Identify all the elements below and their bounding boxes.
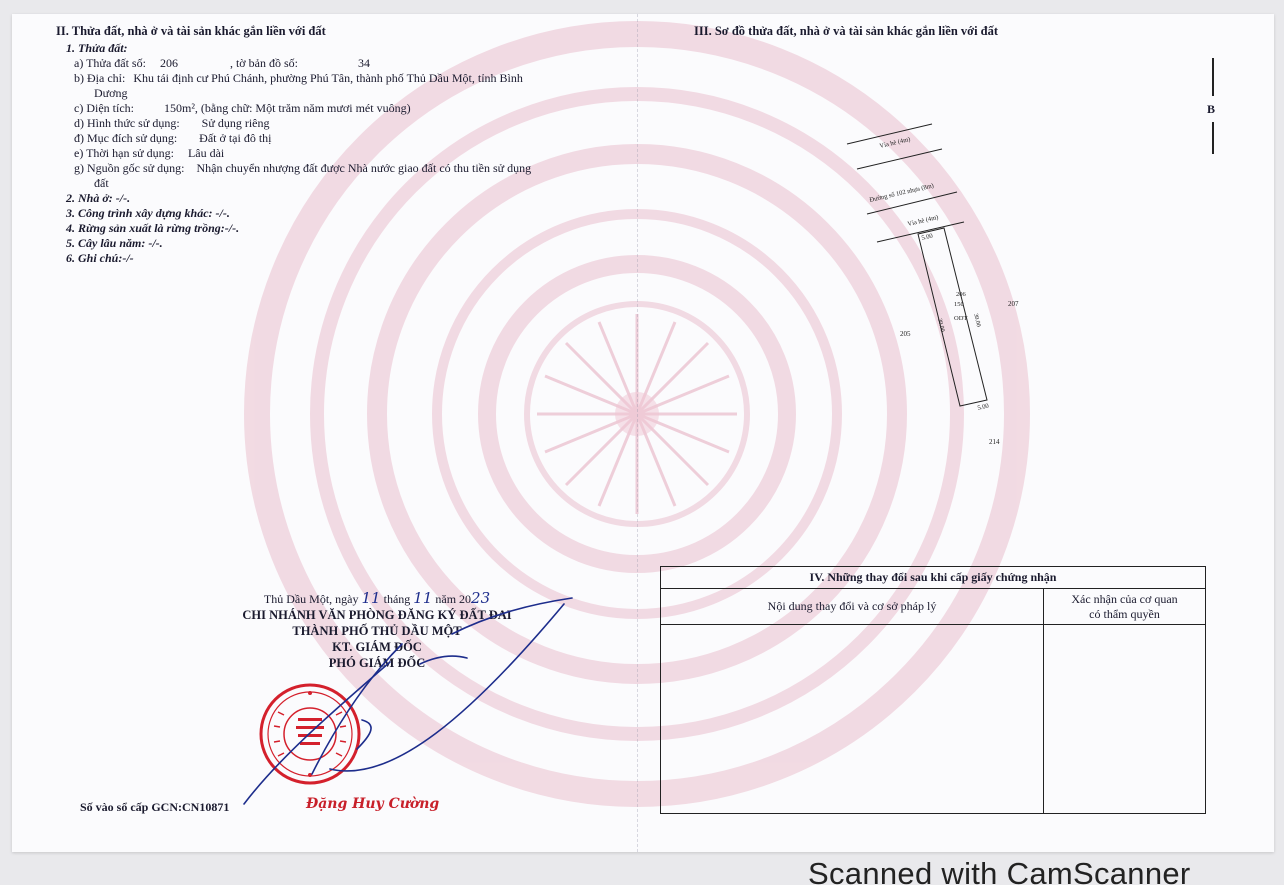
origin-label: g) Nguồn gốc sử dụng: [74,161,185,175]
address-cont: Dương [94,86,128,100]
col-confirmation-line-1: Xác nhận của cơ quan [1071,592,1178,606]
year-label: năm 20 [435,592,472,606]
map-length-right: 30.00 [972,313,982,328]
parcel-row [74,56,616,71]
address-label: b) Địa chỉ: [74,71,126,85]
place-date-prefix: Thủ Dầu Một, ngày [263,592,359,606]
signature-block [212,590,542,671]
north-arrow [1198,58,1228,168]
address-value: Khu tái định cư Phú Chánh, phường Phú Tân, thành phố Thủ Dầu Một, tỉnh Bình [133,71,523,85]
deputy-director: PHÓ GIÁM ĐỐC [328,656,426,670]
map-number: 34 [357,56,370,70]
term-value: Lâu dài [187,146,225,160]
kt-director: KT. GIÁM ĐỐC [332,640,422,654]
camscanner-watermark: Scanned with CamScanner [808,856,1191,885]
map-sidewalk-top: Vỉa hè (4m) [878,136,912,150]
north-arrow-top-icon [1212,58,1214,96]
parcel-label: a) Thửa đất số: [74,56,146,70]
purpose-row [74,131,616,146]
item-house: 2. Nhà ở: -/-. [66,191,131,205]
map-sidewalk-bottom: Vỉa hè (4m) [906,214,940,228]
road-edge-mid [857,149,942,169]
fold-line [637,14,638,852]
map-width-top: 5.00 [920,232,934,242]
term-label: e) Thời hạn sử dụng: [74,146,174,160]
term-row [74,146,616,161]
section-3-title: III. Sơ đồ thửa đất, nhà ở và tài sản khác gắn liền với đất [694,24,999,38]
col-change-content: Nội dung thay đổi và cơ sở pháp lý [767,599,937,613]
purpose-value: Đất ở tại đô thị [199,131,272,145]
sign-date [212,590,542,607]
section-2 [56,24,616,266]
column-divider [1043,625,1044,813]
address-row [74,71,616,86]
map-width-bottom: 5.00 [976,402,990,412]
registry-number: Số vào sổ cấp GCN:CN10871 [80,800,230,814]
origin-value: Nhận chuyển nhượng đất được Nhà nước giao đất có thu tiền sử dụng [196,161,532,175]
map-parcel-area: 150 [954,301,964,308]
parcel-number: 206 [159,56,178,70]
north-arrow-bottom-icon [1212,122,1214,154]
sign-month: 11 [413,589,433,607]
map-land-code: ODT [954,315,968,322]
section-2-title: II. Thửa đất, nhà ở và tài sản khác gắn liền với đất [56,24,326,38]
origin-row [74,161,616,176]
certificate-sheet [12,14,1274,852]
map-neighbor-bottom: 214 [989,438,1000,444]
area-label: c) Diện tích: [74,101,134,115]
north-label: B [1207,102,1216,116]
area-row [74,101,616,116]
col-confirmation [1043,589,1205,625]
area-value: 150m², (bằng chữ: Một trăm năm mươi mét vuông) [163,101,411,115]
section-4-title: IV. Những thay đổi sau khi cấp giấy chứng nhận [661,567,1205,589]
use-form-label: d) Hình thức sử dụng: [74,116,180,130]
changes-header-row [661,589,1205,625]
changes-table [660,566,1206,814]
item-notes: 6. Ghi chú:-/- [66,251,134,265]
col-confirmation-line-2: có thẩm quyền [1089,607,1160,621]
purpose-label: đ) Mục đích sử dụng: [74,131,178,145]
use-form-value: Sử dụng riêng [201,116,270,130]
month-label: tháng [383,592,411,606]
office-line-1: CHI NHÁNH VĂN PHÒNG ĐĂNG KÝ ĐẤT ĐAI [242,608,512,622]
map-label: , tờ bản đồ số: [229,56,298,70]
origin-cont: đất [94,176,109,190]
map-neighbor-left: 205 [900,330,911,338]
sign-day: 11 [361,589,381,607]
land-heading: 1. Thửa đất: [66,41,128,55]
parcel-map [832,114,1072,444]
sign-year: 23 [471,589,491,607]
signer-name: Đặng Huy Cường [306,796,440,812]
map-parcel-no: 206 [956,291,966,298]
map-neighbor-right: 207 [1008,300,1019,308]
use-form-row [74,116,616,131]
office-line-2: THÀNH PHỐ THỦ DẦU MỘT [292,624,462,638]
official-seal-icon [258,682,362,786]
item-construction: 3. Công trình xây dựng khác: -/-. [66,206,230,220]
map-length-left: 30.00 [936,318,946,333]
item-forest: 4. Rừng sản xuất là rừng trồng:-/-. [66,221,240,235]
item-perennial: 5. Cây lâu năm: -/-. [66,236,163,250]
map-road: Đường số 102 nhựa (8m) [868,182,935,204]
